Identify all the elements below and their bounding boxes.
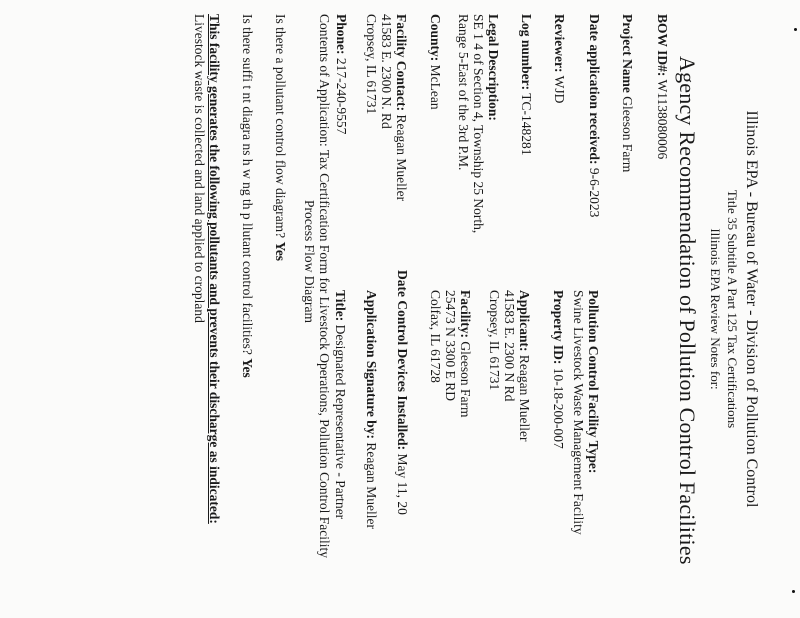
legal-description-line2: Range 5-East of the 3rd P.M. bbox=[456, 14, 471, 171]
pcf-type-value: Swine Livestock Waste Management Facility bbox=[571, 290, 586, 535]
pollutant-description: Livestock waste is collected and land applied to cropland bbox=[192, 14, 207, 323]
property-id-label: Property ID: bbox=[551, 290, 566, 365]
legal-description-label: Legal Description: bbox=[486, 14, 501, 121]
phone-value: 217-240-9557 bbox=[334, 57, 349, 135]
facility-label: Facility: bbox=[458, 290, 473, 338]
date-received-row bbox=[586, 14, 602, 217]
project-label: Project Name bbox=[620, 14, 635, 93]
signature-row bbox=[363, 290, 379, 529]
question-2-answer: Yes bbox=[240, 358, 255, 378]
county-label: County: bbox=[428, 14, 443, 62]
pollutant-statement: This facility generates the following pollutants and prevents their discharge as indicated: bbox=[207, 14, 222, 524]
reviewer-value: WJD bbox=[552, 75, 567, 104]
facility-contact-label: Facility Contact: bbox=[394, 14, 409, 112]
phone-label: Phone: bbox=[334, 14, 349, 55]
facility-contact-row bbox=[393, 14, 409, 201]
question-sufficient-diagrams bbox=[239, 14, 255, 378]
contents-line2: Process Flow Diagram bbox=[302, 200, 317, 323]
header-agency: Illinois EPA - Bureau of Water - Division of Pollution Control bbox=[743, 110, 760, 508]
bow-id-value: W1138080006 bbox=[655, 79, 670, 160]
property-id-row bbox=[550, 290, 566, 449]
facility-address-line2: Colfax, IL 61728 bbox=[428, 290, 443, 383]
question-flow-diagram bbox=[272, 14, 288, 261]
question-1-answer: Yes bbox=[273, 241, 288, 262]
log-number-row bbox=[518, 14, 534, 156]
applicant-address-line1: 41583 E. 2300 N Rd bbox=[502, 290, 517, 402]
signature-label: Application Signature by: bbox=[364, 290, 379, 440]
applicant-address-line2: Cropsey, IL 61731 bbox=[487, 290, 502, 391]
bow-id-row bbox=[654, 14, 670, 159]
facility-address-line1: 25473 N 3300 E RD bbox=[443, 290, 458, 401]
county-value: McLean bbox=[428, 64, 443, 110]
facility-contact-value: Reagan Mueller bbox=[394, 114, 409, 202]
legal-description-line1: SE 1 4 of Section 4, Township 25 North, bbox=[471, 14, 486, 234]
date-received-value: 9-6-2023 bbox=[587, 167, 602, 218]
document-title: Agency Recommendation of Pollution Control Facilities bbox=[675, 56, 700, 565]
question-2-text: Is there suffi t nt diagra ns h w ng th p llutant control facilities? bbox=[240, 14, 255, 355]
project-value: Gleeson Farm bbox=[620, 96, 635, 173]
county-row bbox=[427, 14, 443, 110]
date-received-label: Date application received: bbox=[587, 14, 602, 165]
applicant-value: Reagan Mueller bbox=[517, 354, 532, 442]
scan-speck bbox=[792, 590, 795, 593]
facility-row bbox=[457, 290, 473, 417]
signer-title-label: Title: bbox=[333, 290, 348, 322]
contents-line1: Contents of Application: Tax Certification Form for Livestock Operations, Pollution Control Facility bbox=[317, 14, 332, 558]
header-subtitle: Title 35 Subtitle A Part 125 Tax Certifications bbox=[725, 189, 740, 429]
installed-value: May 11, 20 bbox=[395, 453, 410, 515]
installed-label: Date Control Devices Installed: bbox=[395, 270, 410, 451]
scan-speck bbox=[794, 28, 797, 31]
contact-address-line1: 41583 E. 2300 N. Rd bbox=[379, 14, 394, 129]
title-row bbox=[332, 290, 348, 519]
project-row bbox=[619, 14, 635, 172]
applicant-row bbox=[516, 290, 532, 441]
log-number-label: Log number: bbox=[519, 14, 534, 91]
phone-row bbox=[333, 14, 349, 134]
header-review-notes: Illinois EPA Review Notes for: bbox=[708, 228, 723, 390]
bow-id-label: BOW ID#: bbox=[655, 14, 670, 77]
contact-address-line2: Cropsey, IL 61731 bbox=[364, 14, 379, 115]
reviewer-row bbox=[551, 14, 567, 103]
facility-value: Gleeson Farm bbox=[458, 341, 473, 418]
pcf-type-label: Pollution Control Facility Type: bbox=[586, 290, 601, 474]
property-id-value: 10-18-200-007 bbox=[551, 367, 566, 449]
question-1-text: Is there a pollutant control flow diagram? bbox=[273, 14, 288, 239]
reviewer-label: Reviewer: bbox=[552, 14, 567, 73]
signer-title-value: Designated Representative - Partner bbox=[333, 324, 348, 520]
applicant-label: Applicant: bbox=[517, 290, 532, 352]
signature-value: Reagan Mueller bbox=[364, 442, 379, 529]
installed-row bbox=[394, 270, 410, 515]
log-number-value: TC-148281 bbox=[519, 93, 534, 156]
